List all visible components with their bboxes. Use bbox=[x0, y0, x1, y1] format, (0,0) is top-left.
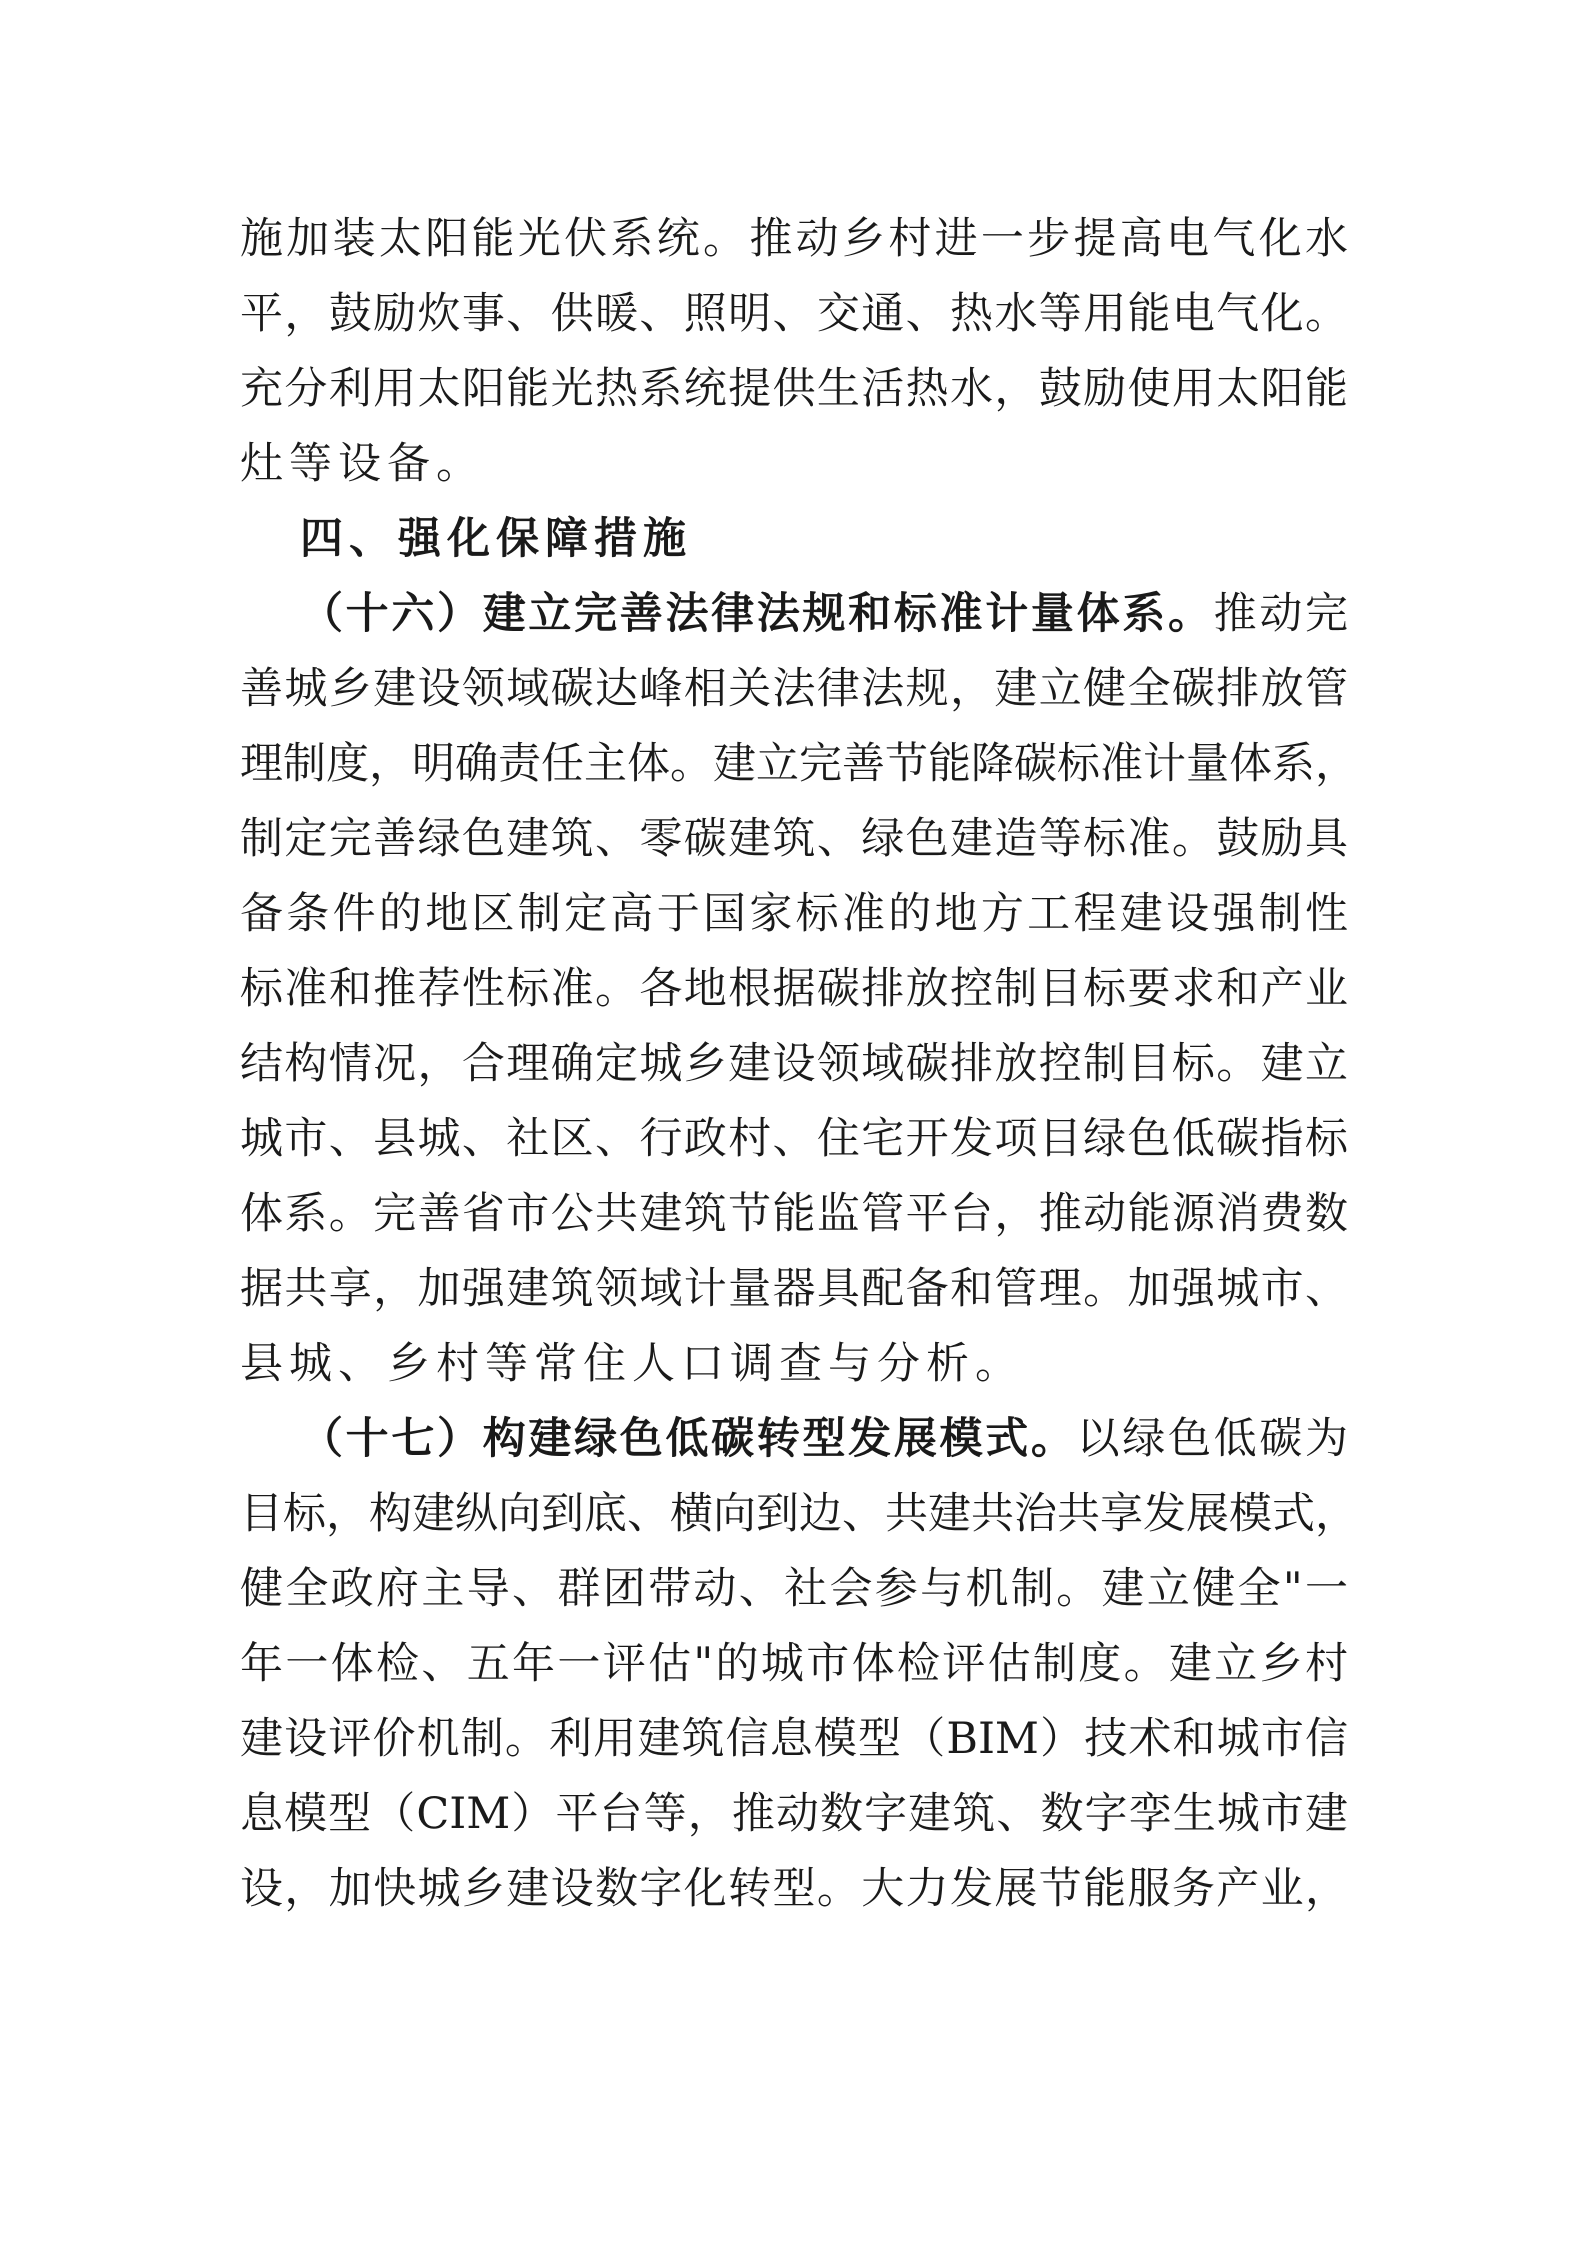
paragraph-line: 灶等设备。 bbox=[240, 439, 485, 489]
paragraph-line: 体系。完善省市公共建筑节能监管平台，推动能源消费数 bbox=[240, 1189, 1348, 1239]
paragraph-line: 充分利用太阳能光热系统提供生活热水，鼓励使用太阳能 bbox=[240, 364, 1348, 414]
paragraph-line: 建设评价机制。利用建筑信息模型（BIM）技术和城市信 bbox=[240, 1714, 1348, 1764]
item-text: 以绿色低碳为 bbox=[1076, 1414, 1349, 1464]
paragraph-line: 制定完善绿色建筑、零碳建筑、绿色建造等标准。鼓励具 bbox=[240, 814, 1348, 864]
paragraph-line: 城市、县城、社区、行政村、住宅开发项目绿色低碳指标 bbox=[240, 1114, 1348, 1164]
paragraph-line: 平，鼓励炊事、供暖、照明、交通、热水等用能电气化。 bbox=[240, 289, 1348, 339]
paragraph-line: 施加装太阳能光伏系统。推动乡村进一步提高电气化水 bbox=[240, 214, 1348, 264]
paragraph-line bbox=[300, 577, 1348, 652]
paragraph-line: 标准和推荐性标准。各地根据碳排放控制目标要求和产业 bbox=[240, 964, 1348, 1014]
paragraph-line: 健全政府主导、群团带动、社会参与机制。建立健全"一 bbox=[240, 1564, 1348, 1614]
item-text: 推动完 bbox=[1213, 589, 1349, 639]
paragraph-line bbox=[300, 1402, 1348, 1477]
paragraph-line: 年一体检、五年一评估"的城市体检评估制度。建立乡村 bbox=[240, 1639, 1348, 1689]
paragraph-line: 备条件的地区制定高于国家标准的地方工程建设强制性 bbox=[240, 889, 1348, 939]
paragraph-line: 理制度，明确责任主体。建立完善节能降碳标准计量体系， bbox=[240, 739, 1358, 789]
paragraph-line: 目标，构建纵向到底、横向到边、共建共治共享发展模式， bbox=[240, 1489, 1358, 1539]
paragraph-line: 息模型（CIM）平台等，推动数字建筑、数字孪生城市建 bbox=[240, 1789, 1348, 1839]
paragraph-line: 设，加快城乡建设数字化转型。大力发展节能服务产业， bbox=[240, 1864, 1348, 1914]
paragraph-line: 善城乡建设领域碳达峰相关法律法规，建立健全碳排放管 bbox=[240, 664, 1348, 714]
paragraph-line: 据共享，加强建筑领域计量器具配备和管理。加强城市、 bbox=[240, 1264, 1348, 1314]
item-heading: （十七）构建绿色低碳转型发展模式。 bbox=[300, 1414, 1077, 1464]
paragraph-line: 结构情况，合理确定城乡建设领域碳排放控制目标。建立 bbox=[240, 1039, 1348, 1089]
item-heading: （十六）建立完善法律法规和标准计量体系。 bbox=[300, 589, 1214, 639]
section-heading: 四、强化保障措施 bbox=[300, 514, 692, 564]
paragraph-line: 县城、乡村等常住人口调查与分析。 bbox=[240, 1339, 1024, 1389]
